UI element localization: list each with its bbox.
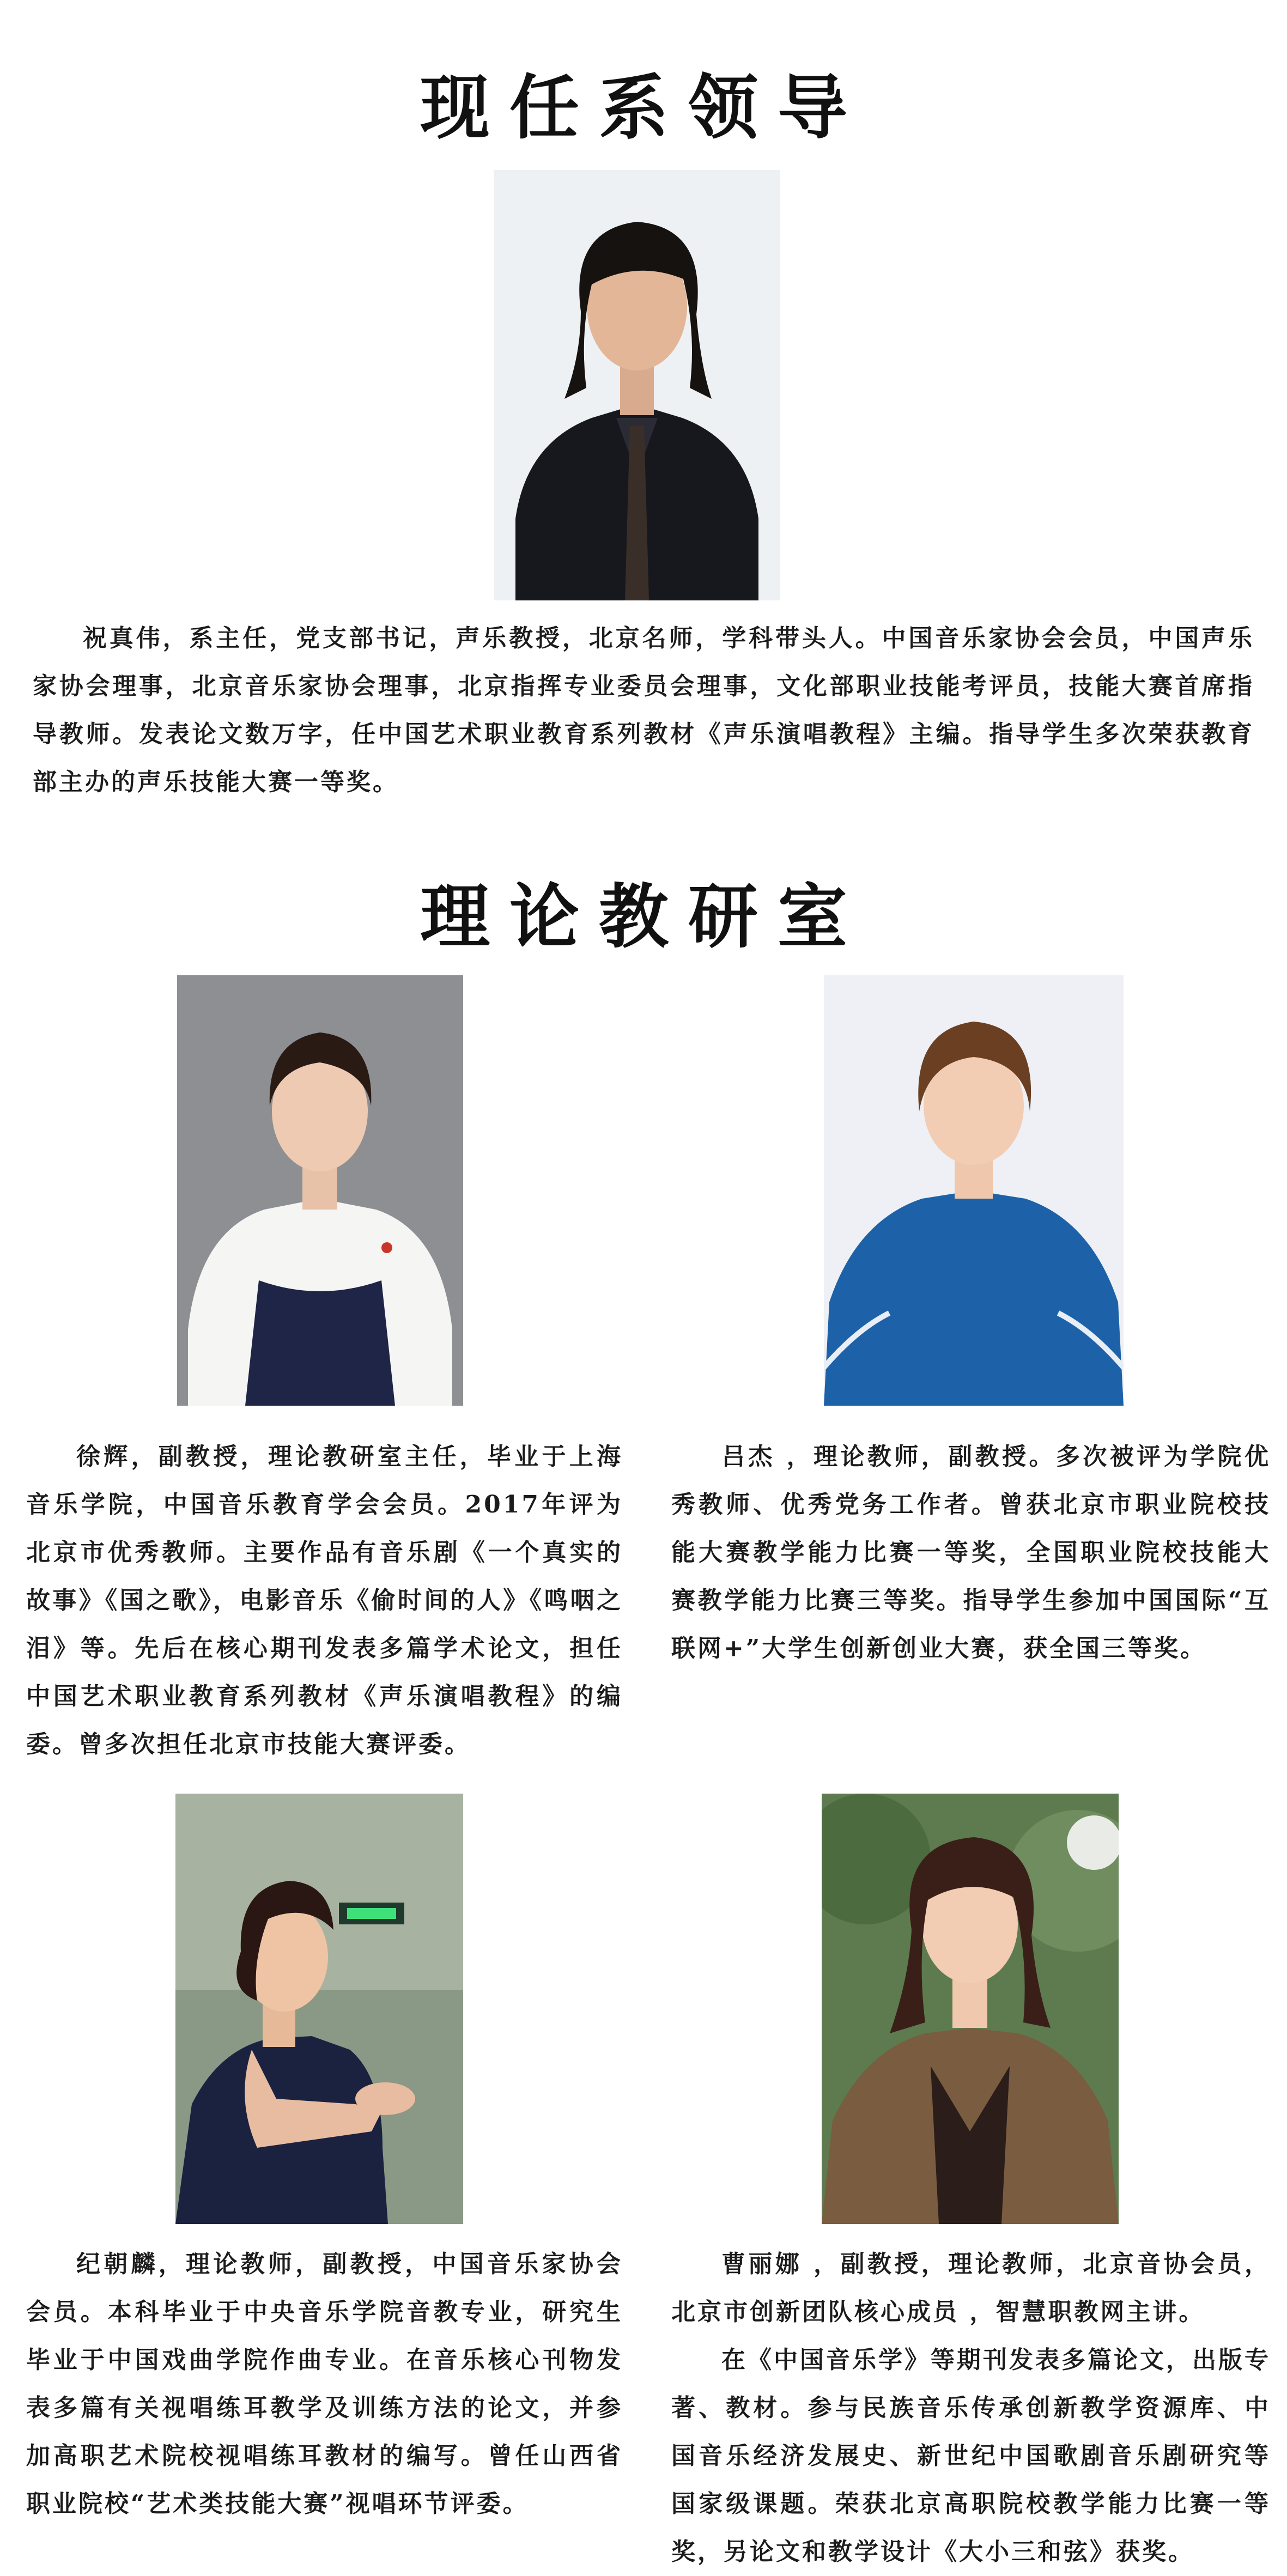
section-title-theory: 理论教研室 [420, 876, 867, 958]
member-4-bio [671, 2240, 1271, 2566]
portrait-member-2 [824, 975, 1124, 1406]
leader-bio [33, 615, 1254, 816]
portrait-member-3 [175, 1794, 463, 2224]
section-title-leadership: 现任系领导 [420, 67, 867, 149]
member-4-bio-p1: 曹丽娜 ，副教授，理论教师，北京音协会员，北京市创新团队核心成员 ，智慧职教网主讲。 [671, 2250, 1271, 2326]
leader-bio-text: 祝真伟，系主任，党支部书记，声乐教授，北京名师，学科带头人。中国音乐家协会会员，中国声乐家协会理事，北京音乐家协会理事，北京指挥专业委员会理事，文化部职业技能考评员，技能大赛首席指导教师。发表论文数万字，任中国艺术职业教育系列教材《声乐演唱教程》主编。指导学生多次荣获教育部主办的声乐技能大赛一等奖。 [33, 624, 1254, 796]
member-2-bio [671, 1433, 1271, 1662]
member-3-bio-text: 纪朝麟，理论教师，副教授，中国音乐家协会会员。本科毕业于中央音乐学院音教专业，研究生毕业于中国戏曲学院作曲专业。在音乐核心刊物发表多篇有关视唱练耳教学及训练方法的论文，并参加高职艺术院校视唱练耳教材的编写。曾任山西省职业院校“艺术类技能大赛”视唱环节评委。 [26, 2250, 623, 2518]
member-1-bio-text: 徐辉，副教授，理论教研室主任，毕业于上海音乐学院，中国音乐教育学会会员。2017年评为北京市优秀教师。主要作品有音乐剧《一个真实的故事》《国之歌》，电影音乐《偷时间的人》《鸣咽之泪》等。先后在核心期刊发表多篇学术论文，担任中国艺术职业教育系列教材《声乐演唱教程》的编委。曾多次担任北京市技能大赛评委。 [26, 1443, 623, 1758]
member-1-bio [26, 1433, 623, 1787]
member-2-bio-text: 吕杰 ，理论教师，副教授。多次被评为学院优秀教师、优秀党务工作者。曾获北京市职业院校技能大赛教学能力比赛一等奖，全国职业院校技能大赛教学能力比赛三等奖。指导学生参加中国国际“互联网+”大学生创新创业大赛，获全国三等奖。 [671, 1443, 1271, 1662]
portrait-leader [494, 170, 780, 600]
member-4-bio-p2: 在《中国音乐学》等期刊发表多篇论文，出版专著、教材。参与民族音乐传承创新教学资源库、中国音乐经济发展史、新世纪中国歌剧音乐剧研究等国家级课题。荣获北京高职院校教学能力比赛一等奖，另论文和教学设计《大小三和弦》获奖。 [671, 2346, 1271, 2566]
member-3-bio [26, 2240, 623, 2545]
portrait-member-4 [822, 1794, 1119, 2224]
portrait-member-1 [177, 975, 463, 1406]
